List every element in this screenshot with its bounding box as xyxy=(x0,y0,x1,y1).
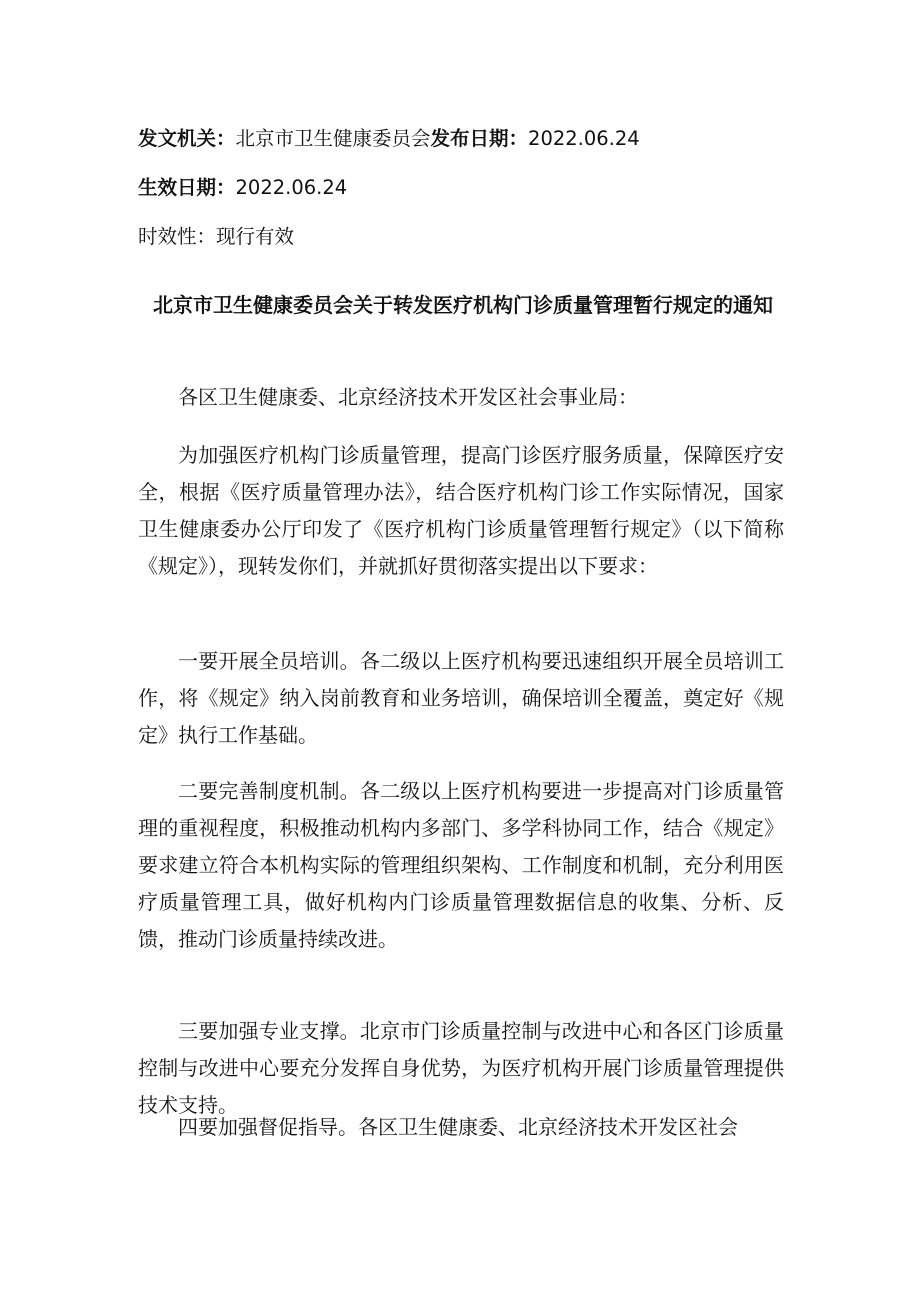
issuer-label: 发文机关： xyxy=(138,127,236,150)
publish-date-value: 2022.06.24 xyxy=(528,127,640,150)
effective-date-line xyxy=(138,175,788,201)
paragraph-intro: 为加强医疗机构门诊质量管理，提高门诊医疗服务质量，保障医疗安全，根据《医疗质量管理办法》，结合医疗机构门诊工作实际情况，国家卫生健康委办公厅印发了《医疗机构门诊质量管理暂行规定》（以下简称《规定》），现转发你们，并就抓好贯彻落实提出以下要求： xyxy=(138,443,784,578)
paragraph-system: 二要完善制度机制。各二级以上医疗机构要进一步提高对门诊质量管理的重视程度，积极推动机构内多部门、多学科协同工作，结合《规定》要求建立符合本机构实际的管理组织架构、工作制度和机制，充分利用医疗质量管理工具，做好机构内门诊质量管理数据信息的收集、分析、反馈，推动门诊质量持续改进。 xyxy=(138,779,784,951)
validity-line xyxy=(138,224,788,250)
issuer-publish-line xyxy=(138,126,788,152)
validity-label: 时效性： xyxy=(138,225,217,248)
paragraph-support: 三要加强专业支撑。北京市门诊质量控制与改进中心和各区门诊质量控制与改进中心要充分发挥自身优势，为医疗机构开展门诊质量管理提供技术支持。 xyxy=(138,1019,784,1117)
effective-date-value: 2022.06.24 xyxy=(235,176,348,199)
issuer-value: 北京市卫生健康委员会 xyxy=(235,127,431,150)
paragraph-supervision: 四要加强督促指导。各区卫生健康委、北京经济技术开发区社会 xyxy=(178,1115,738,1139)
validity-value: 现行有效 xyxy=(216,225,295,248)
salutation: 各区卫生健康委、北京经济技术开发区社会事业局： xyxy=(178,385,638,409)
effective-date-label: 生效日期： xyxy=(138,176,236,199)
document-title: 北京市卫生健康委员会关于转发医疗机构门诊质量管理暂行规定的通知 xyxy=(153,293,773,317)
paragraph-training: 一要开展全员培训。各二级以上医疗机构要迅速组织开展全员培训工作，将《规定》纳入岗前教育和业务培训，确保培训全覆盖，奠定好《规定》执行工作基础。 xyxy=(138,649,784,747)
publish-date-label: 发布日期： xyxy=(430,127,529,150)
